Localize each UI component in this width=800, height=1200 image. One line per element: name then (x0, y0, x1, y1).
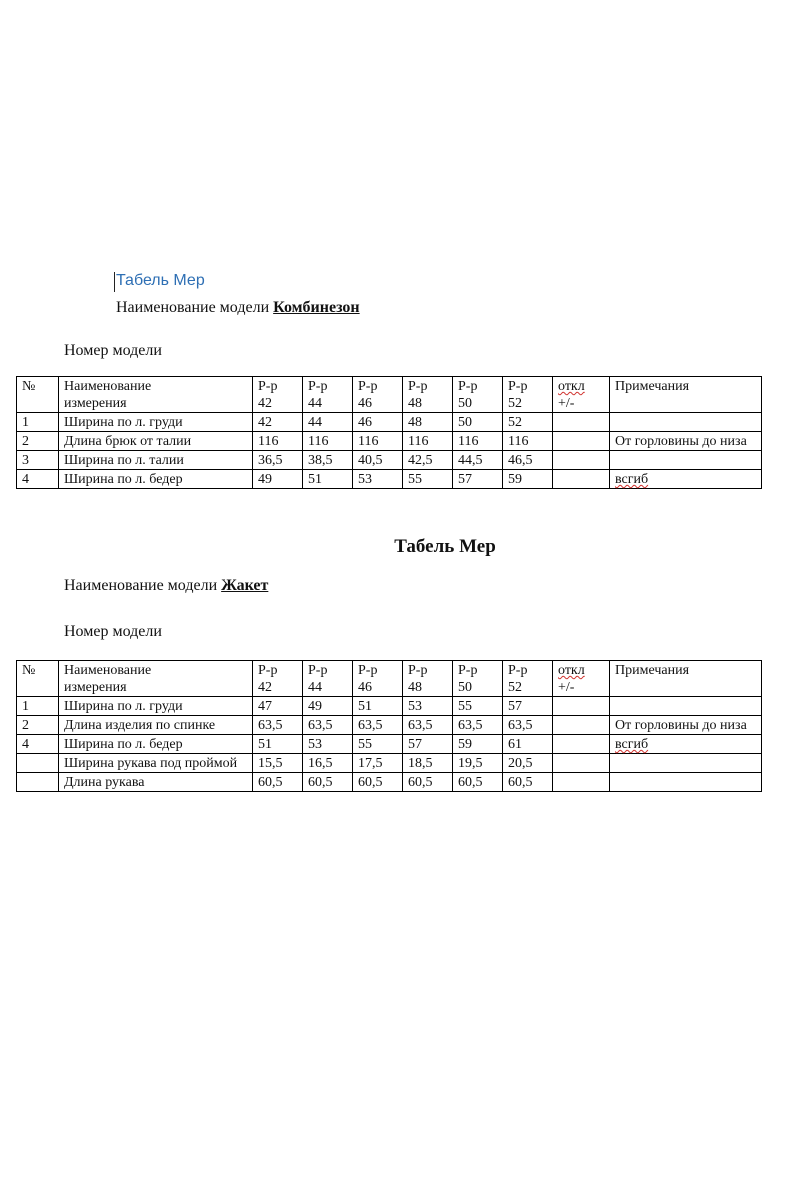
header-size (253, 661, 303, 697)
cell-value: 60,5 (253, 773, 303, 792)
cell-value: 42,5 (403, 451, 453, 470)
cell-deviation (553, 735, 610, 754)
size-value: 46 (358, 396, 372, 411)
cell-name: Ширина по л. талии (59, 451, 253, 470)
table-body (17, 697, 762, 792)
size-value: 50 (458, 680, 472, 695)
cell-note (610, 413, 762, 432)
cell-value: 116 (503, 432, 553, 451)
header-name (59, 661, 253, 697)
size-prefix: Р-р (308, 663, 328, 678)
size-prefix: Р-р (508, 663, 528, 678)
measurement-table-2 (16, 660, 762, 792)
header-name-line1: Наименование (64, 379, 152, 394)
cell-value: 53 (303, 735, 353, 754)
header-size (503, 377, 553, 413)
header-deviation (553, 377, 610, 413)
cell-value: 63,5 (353, 716, 403, 735)
header-name (59, 377, 253, 413)
size-value: 52 (508, 680, 522, 695)
note-text: всгиб (615, 472, 649, 487)
deviation-sign: +/- (558, 396, 575, 411)
cell-num: 1 (17, 697, 59, 716)
header-size (403, 377, 453, 413)
header-notes: Примечания (610, 377, 762, 413)
header-row (17, 377, 762, 413)
cell-value: 48 (403, 413, 453, 432)
cell-value: 53 (403, 697, 453, 716)
size-value: 52 (508, 396, 522, 411)
deviation-sign: +/- (558, 680, 575, 695)
size-prefix: Р-р (408, 379, 428, 394)
header-size (303, 661, 353, 697)
table-row (17, 716, 762, 735)
header-size (503, 661, 553, 697)
cell-value: 63,5 (453, 716, 503, 735)
cell-value: 116 (403, 432, 453, 451)
header-size (403, 661, 453, 697)
cell-value: 63,5 (503, 716, 553, 735)
size-value: 42 (258, 396, 272, 411)
cell-value: 19,5 (453, 754, 503, 773)
size-value: 46 (358, 680, 372, 695)
model-number-line-2: Номер модели (64, 623, 162, 640)
cell-value: 49 (303, 697, 353, 716)
cell-value: 40,5 (353, 451, 403, 470)
model-label: Наименование модели (116, 299, 270, 316)
cell-value: 116 (353, 432, 403, 451)
measurement-table-1 (16, 376, 762, 489)
cell-num: 1 (17, 413, 59, 432)
model-label: Наименование модели (64, 577, 218, 594)
table-row (17, 735, 762, 754)
size-prefix: Р-р (458, 663, 478, 678)
header-size (353, 661, 403, 697)
cell-value: 47 (253, 697, 303, 716)
size-prefix: Р-р (258, 379, 278, 394)
cell-note (610, 773, 762, 792)
header-name-line2: измерения (64, 396, 127, 411)
cell-value: 116 (303, 432, 353, 451)
header-row (17, 661, 762, 697)
header-size (253, 377, 303, 413)
model-number-line-1: Номер модели (64, 342, 162, 359)
size-value: 48 (408, 680, 422, 695)
cell-value: 60,5 (453, 773, 503, 792)
cell-value: 20,5 (503, 754, 553, 773)
header-num: № (17, 377, 59, 413)
cell-deviation (553, 697, 610, 716)
model-name: Комбинезон (273, 299, 360, 316)
table-header (17, 661, 762, 697)
header-name-line1: Наименование (64, 663, 152, 678)
cell-name: Длина брюк от талии (59, 432, 253, 451)
cell-num: 4 (17, 735, 59, 754)
cell-value: 51 (303, 470, 353, 489)
cell-num (17, 754, 59, 773)
model-name-line-1 (116, 299, 360, 317)
cell-deviation (553, 754, 610, 773)
deviation-label: откл (558, 663, 585, 678)
cell-note (610, 451, 762, 470)
cell-value: 55 (453, 697, 503, 716)
table-header (17, 377, 762, 413)
size-prefix: Р-р (458, 379, 478, 394)
cell-deviation (553, 773, 610, 792)
table-row (17, 470, 762, 489)
cell-value: 46 (353, 413, 403, 432)
cell-value: 60,5 (503, 773, 553, 792)
cell-num (17, 773, 59, 792)
cell-value: 16,5 (303, 754, 353, 773)
cell-deviation (553, 470, 610, 489)
cell-value: 59 (453, 735, 503, 754)
table-body (17, 413, 762, 489)
cell-value: 51 (253, 735, 303, 754)
size-prefix: Р-р (308, 379, 328, 394)
table-row (17, 413, 762, 432)
model-name: Жакет (221, 577, 269, 594)
table-row (17, 432, 762, 451)
size-prefix: Р-р (408, 663, 428, 678)
header-size (303, 377, 353, 413)
text-cursor (114, 272, 115, 292)
cell-value: 44,5 (453, 451, 503, 470)
deviation-label: откл (558, 379, 585, 394)
cell-name: Ширина по л. бедер (59, 735, 253, 754)
table-row (17, 754, 762, 773)
table-row (17, 773, 762, 792)
cell-name: Длина изделия по спинке (59, 716, 253, 735)
cell-note (610, 735, 762, 754)
cell-value: 57 (453, 470, 503, 489)
cell-deviation (553, 432, 610, 451)
cell-value: 60,5 (303, 773, 353, 792)
size-prefix: Р-р (358, 663, 378, 678)
cell-value: 55 (353, 735, 403, 754)
size-value: 44 (308, 396, 322, 411)
cell-value: 60,5 (403, 773, 453, 792)
header-name-line2: измерения (64, 680, 127, 695)
table-row (17, 451, 762, 470)
cell-name: Ширина по л. груди (59, 697, 253, 716)
cell-value: 42 (253, 413, 303, 432)
cell-value: 44 (303, 413, 353, 432)
cell-value: 52 (503, 413, 553, 432)
cell-value: 46,5 (503, 451, 553, 470)
cell-value: 63,5 (303, 716, 353, 735)
size-prefix: Р-р (508, 379, 528, 394)
cell-note (610, 754, 762, 773)
cell-value: 17,5 (353, 754, 403, 773)
header-size (453, 661, 503, 697)
cell-value: 15,5 (253, 754, 303, 773)
cell-num: 2 (17, 716, 59, 735)
table-row (17, 697, 762, 716)
cell-deviation (553, 451, 610, 470)
cell-value: 55 (403, 470, 453, 489)
cell-note (610, 697, 762, 716)
cell-name: Ширина рукава под проймой (59, 754, 253, 773)
size-value: 44 (308, 680, 322, 695)
cell-value: 60,5 (353, 773, 403, 792)
cell-value: 57 (503, 697, 553, 716)
cell-name: Ширина по л. груди (59, 413, 253, 432)
cell-note (610, 470, 762, 489)
cell-value: 63,5 (253, 716, 303, 735)
cell-value: 59 (503, 470, 553, 489)
cell-num: 3 (17, 451, 59, 470)
size-value: 42 (258, 680, 272, 695)
note-text: всгиб (615, 737, 649, 752)
cell-value: 38,5 (303, 451, 353, 470)
header-deviation (553, 661, 610, 697)
cell-value: 18,5 (403, 754, 453, 773)
cell-name: Ширина по л. бедер (59, 470, 253, 489)
cell-note: От горловины до низа (610, 432, 762, 451)
size-value: 48 (408, 396, 422, 411)
cell-value: 53 (353, 470, 403, 489)
cell-deviation (553, 716, 610, 735)
model-name-line-2 (64, 577, 268, 595)
cell-value: 61 (503, 735, 553, 754)
cell-note: От горловины до низа (610, 716, 762, 735)
cell-value: 116 (253, 432, 303, 451)
size-prefix: Р-р (258, 663, 278, 678)
cell-deviation (553, 413, 610, 432)
cell-name: Длина рукава (59, 773, 253, 792)
size-prefix: Р-р (358, 379, 378, 394)
cell-value: 50 (453, 413, 503, 432)
cell-value: 57 (403, 735, 453, 754)
header-num: № (17, 661, 59, 697)
document-title-1: Табель Мер (116, 272, 205, 289)
cell-value: 51 (353, 697, 403, 716)
cell-value: 49 (253, 470, 303, 489)
cell-num: 2 (17, 432, 59, 451)
cell-num: 4 (17, 470, 59, 489)
cell-value: 36,5 (253, 451, 303, 470)
cell-value: 116 (453, 432, 503, 451)
header-notes: Примечания (610, 661, 762, 697)
cell-value: 63,5 (403, 716, 453, 735)
header-size (353, 377, 403, 413)
header-size (453, 377, 503, 413)
size-value: 50 (458, 396, 472, 411)
document-title-2: Табель Мер (394, 536, 496, 557)
